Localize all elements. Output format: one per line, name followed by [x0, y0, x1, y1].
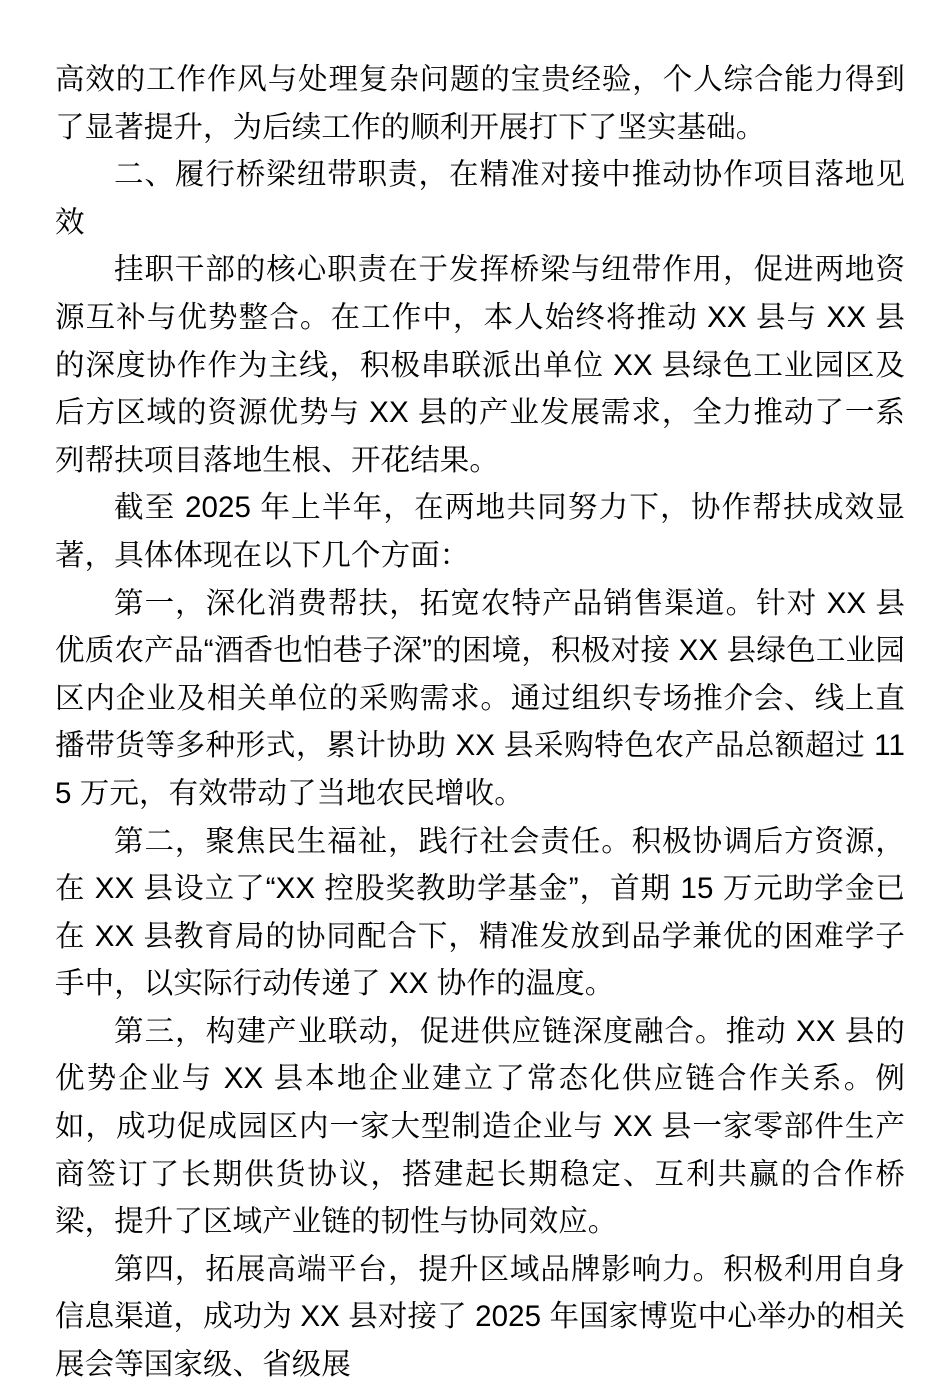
paragraph-item-third: 第三，构建产业联动，促进供应链深度融合。推动 XX 县的优势企业与 XX 县本地企业建立了常态化供应链合作关系。例如，成功促成园区内一家大型制造企业与 XX 县一家零部件生产商签订了长期供货协议，搭建起长期稳定、互利共赢的合作桥梁，提升了区域产业链的韧性与协同效应。: [55, 1014, 905, 1239]
paragraph-bridge-duty: 挂职干部的核心职责在于发挥桥梁与纽带作用，促进两地资源互补与优势整合。在工作中，本人始终将推动 XX 县与 XX 县的深度协作作为主线，积极串联派出单位 XX 县绿色工业园区及后方区域的资源优势与 XX 县的产业发展需求，全力推动了一系列帮扶项目落地生根、开花结果。: [55, 253, 905, 477]
paragraph-heading-two: 二、履行桥梁纽带职责，在精准对接中推动协作项目落地见效: [55, 158, 905, 239]
paragraph-item-second: 第二，聚焦民生福祉，践行社会责任。积极协调后方资源，在 XX 县设立了“XX 控股奖教助学基金”，首期 15 万元助学金已在 XX 县教育局的协同配合下，精准发放到品学兼优的困难学子手中，以实际行动传递了 XX 协作的温度。: [55, 824, 905, 1001]
paragraph-item-fourth: 第四，拓展高端平台，提升区域品牌影响力。积极利用自身信息渠道，成功为 XX 县对接了 2025 年国家博览中心举办的相关展会等国家级、省级展: [55, 1252, 905, 1382]
document-body: [55, 56, 905, 1389]
paragraph-summary-2025: 截至 2025 年上半年，在两地共同努力下，协作帮扶成效显著，具体体现在以下几个方面：: [55, 491, 905, 572]
paragraph-continuation-intro: 高效的工作作风与处理复杂问题的宝贵经验，个人综合能力得到了显著提升，为后续工作的顺利开展打下了坚实基础。: [55, 63, 905, 144]
paragraph-item-first: 第一，深化消费帮扶，拓宽农特产品销售渠道。针对 XX 县优质农产品“酒香也怕巷子深”的困境，积极对接 XX 县绿色工业园区内企业及相关单位的采购需求。通过组织专场推介会、线上直播带货等多种形式，累计协助 XX 县采购特色农产品总额超过 115 万元，有效带动了当地农民增收。: [55, 586, 905, 810]
